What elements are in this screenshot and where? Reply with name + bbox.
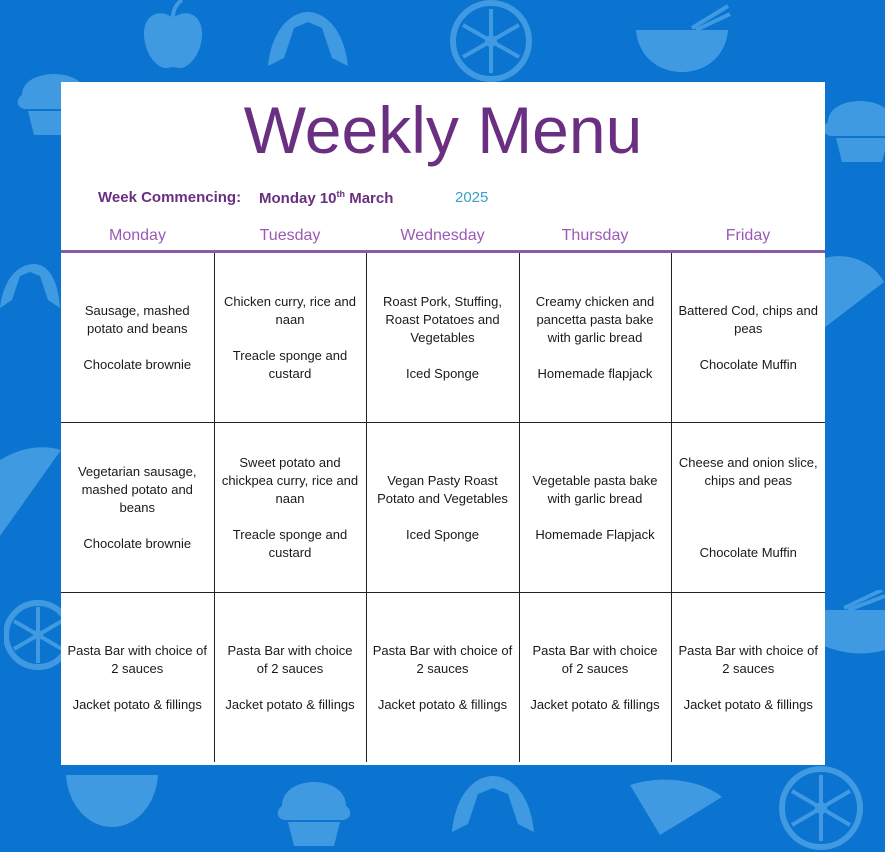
page-title: Weekly Menu — [243, 93, 643, 167]
day-headers — [61, 227, 825, 245]
menu-cell — [519, 593, 671, 763]
week-year: 2025 — [455, 189, 489, 206]
dessert: Jacket potato & fillings — [377, 696, 508, 712]
day-header-thursday: Thursday — [561, 227, 629, 244]
main-dish: Vegetarian sausage, mashed potato and beans — [77, 463, 197, 515]
croissant-icon — [0, 258, 60, 318]
main-dish: Pasta Bar with choice of 2 sauces — [67, 642, 207, 676]
dessert: Jacket potato & fillings — [530, 696, 660, 712]
dessert: Jacket potato & fillings — [683, 696, 813, 712]
dessert: Jacket potato & fillings — [225, 696, 355, 712]
menu-table — [61, 253, 825, 762]
dessert: Chocolate brownie — [83, 535, 192, 551]
table-row — [61, 423, 825, 593]
dessert: Chocolate brownie — [83, 356, 192, 372]
muffin-icon — [272, 768, 356, 852]
table-row — [61, 253, 825, 423]
noodle-bowl-icon — [824, 590, 885, 660]
day-header-monday: Monday — [109, 227, 166, 244]
main-dish: Pasta Bar with choice of 2 sauces — [227, 642, 353, 676]
day-header-tuesday: Tuesday — [259, 227, 321, 244]
menu-cell — [366, 423, 519, 593]
pizza-slice-icon — [630, 775, 726, 837]
dessert: Jacket potato & fillings — [72, 696, 202, 712]
dessert: Chocolate Muffin — [699, 544, 797, 560]
menu-cell — [671, 423, 825, 593]
week-date-day: Monday 10 — [259, 190, 337, 207]
dessert: Treacle sponge and custard — [232, 347, 348, 381]
menu-card — [61, 82, 825, 765]
menu-cell — [671, 253, 825, 423]
menu-cell — [519, 423, 671, 593]
menu-cell — [214, 593, 366, 763]
noodle-bowl-icon — [62, 765, 162, 835]
dessert: Treacle sponge and custard — [232, 526, 348, 560]
menu-cell — [366, 593, 519, 763]
main-dish: Pasta Bar with choice of 2 sauces — [678, 642, 818, 676]
dessert: Homemade flapjack — [537, 365, 653, 381]
orange-slice-icon — [450, 0, 532, 82]
main-dish: Roast Pork, Stuffing, Roast Potatoes and Vegetables — [383, 293, 502, 345]
pizza-slice-icon — [0, 440, 61, 540]
menu-cell — [61, 253, 214, 423]
menu-cell — [214, 253, 366, 423]
main-dish: Cheese and onion slice, chips and peas — [678, 454, 818, 488]
pizza-slice-icon — [824, 252, 885, 332]
week-date-month: March — [345, 190, 394, 207]
dessert: Iced Sponge — [405, 526, 479, 542]
main-dish: Vegan Pasty Roast Potato and Vegetables — [377, 472, 508, 506]
main-dish: Creamy chicken and pancetta pasta bake with garlic bread — [535, 293, 655, 345]
dessert: Homemade Flapjack — [535, 526, 655, 542]
table-row — [61, 593, 825, 763]
week-label: Week Commencing: — [98, 189, 242, 206]
menu-cell — [671, 593, 825, 763]
menu-cell — [61, 593, 214, 763]
muffin-icon — [822, 82, 885, 166]
menu-cell — [519, 253, 671, 423]
week-date-suffix: th — [336, 189, 346, 199]
main-dish: Pasta Bar with choice of 2 sauces — [372, 642, 513, 676]
main-dish: Pasta Bar with choice of 2 sauces — [532, 642, 658, 676]
orange-slice-icon — [778, 765, 864, 851]
week-date — [259, 189, 393, 207]
day-header-wednesday: Wednesday — [400, 227, 485, 244]
main-dish: Sweet potato and chickpea curry, rice and naan — [221, 454, 359, 506]
main-dish: Battered Cod, chips and peas — [678, 302, 818, 336]
croissant-icon — [446, 772, 540, 842]
menu-cell — [61, 423, 214, 593]
main-dish: Chicken curry, rice and naan — [224, 293, 356, 327]
dessert: Iced Sponge — [405, 365, 479, 381]
main-dish: Sausage, mashed potato and beans — [84, 302, 190, 336]
noodle-bowl-icon — [632, 0, 732, 78]
menu-cell — [366, 253, 519, 423]
apple-icon — [140, 0, 206, 72]
dessert: Chocolate Muffin — [699, 356, 797, 372]
menu-cell — [214, 423, 366, 593]
main-dish: Vegetable pasta bake with garlic bread — [532, 472, 658, 506]
croissant-icon — [262, 8, 354, 78]
orange-slice-icon — [4, 598, 66, 672]
day-header-friday: Friday — [725, 227, 771, 244]
